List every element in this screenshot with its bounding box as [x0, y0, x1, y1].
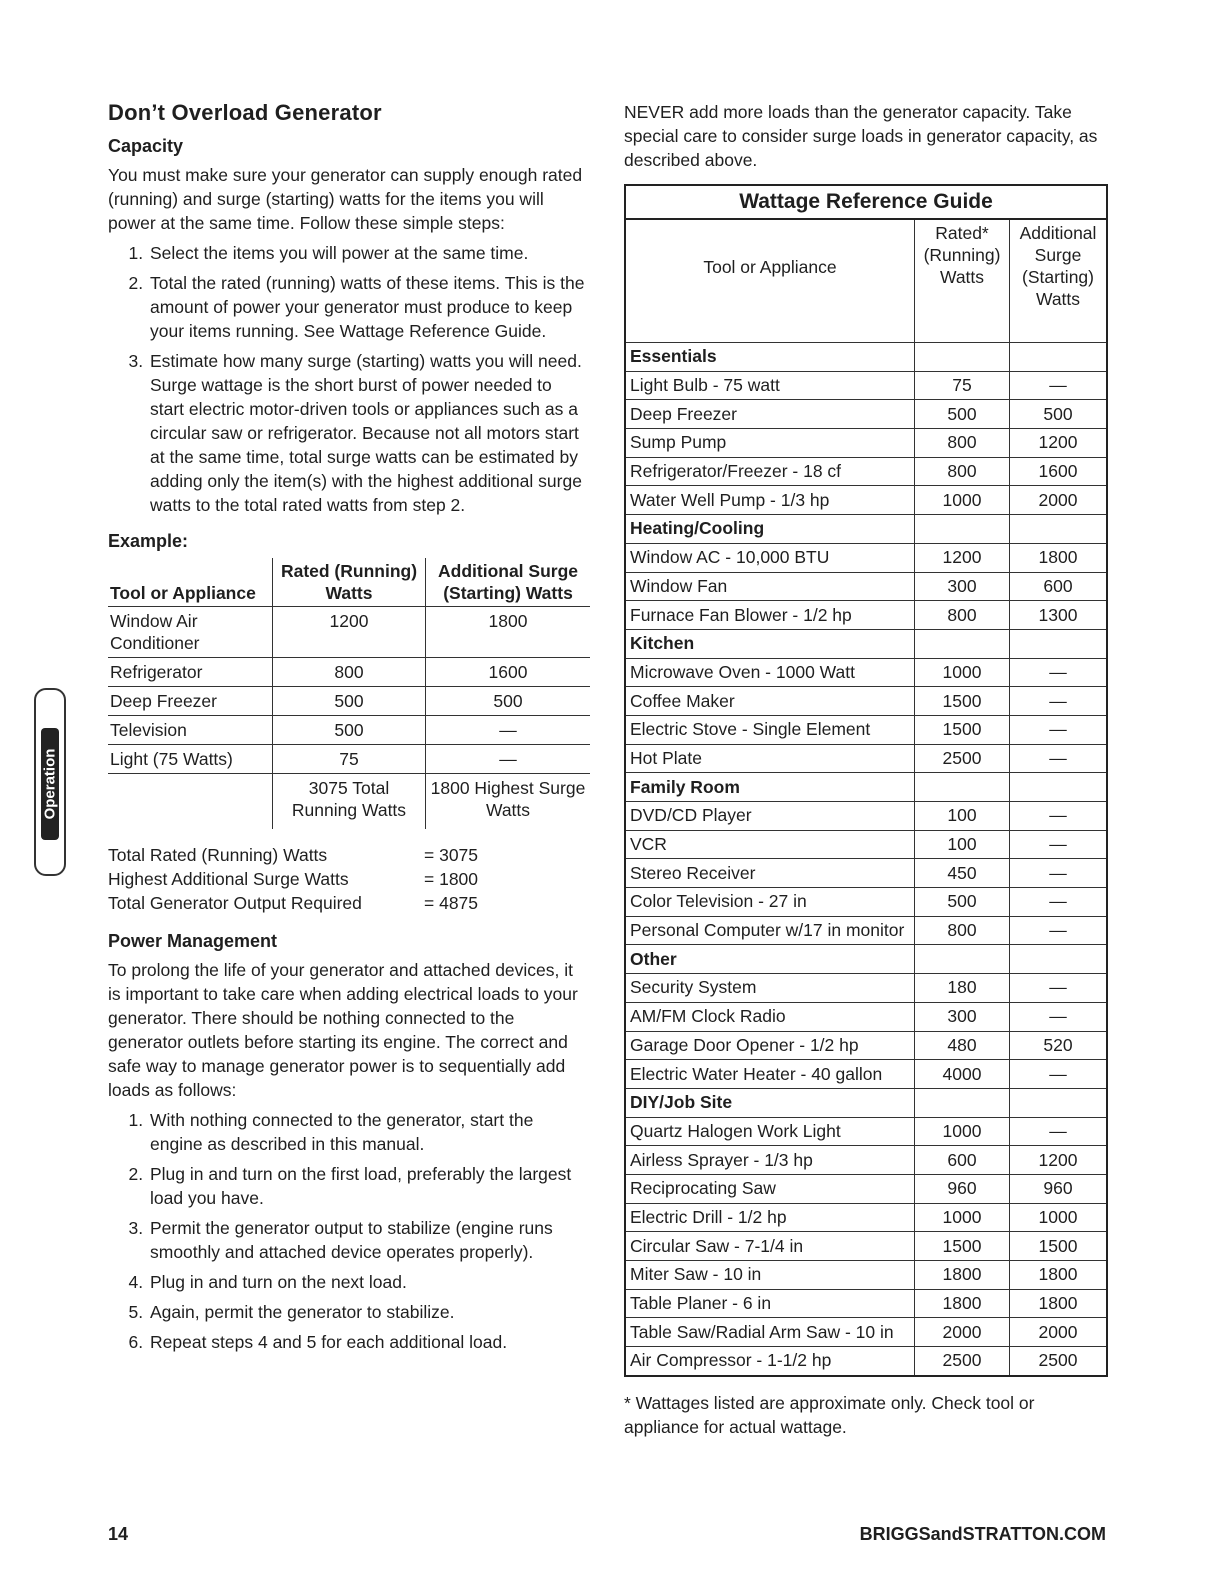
table-row — [626, 572, 1106, 601]
wattage-item-rated: 500 — [915, 400, 1010, 429]
totals-label: Highest Additional Surge Watts — [108, 869, 349, 889]
table-row — [626, 371, 1106, 400]
wattage-item-name: Air Compressor - 1-1/2 hp — [626, 1347, 915, 1375]
wattage-item-surge: 520 — [1010, 1031, 1107, 1060]
wattage-item-name: Sump Pump — [626, 429, 915, 458]
table-row — [626, 1289, 1106, 1318]
wattage-category-row — [626, 945, 1106, 974]
wattage-empty-cell — [915, 773, 1010, 802]
wattage-empty-cell — [915, 629, 1010, 658]
wattage-footnote: * Wattages listed are approximate only. Check tool or appliance for actual wattage. — [624, 1392, 1035, 1437]
wattage-item-rated: 1000 — [915, 1117, 1010, 1146]
totals-row — [108, 843, 590, 867]
left-column — [108, 100, 590, 1360]
wattage-item-surge: 1800 — [1010, 1289, 1107, 1318]
table-row — [626, 1002, 1106, 1031]
wattage-item-surge: 1800 — [1010, 1261, 1107, 1290]
wattage-item-rated: 1000 — [915, 486, 1010, 515]
wattage-item-surge: — — [1010, 1117, 1107, 1146]
power-step: 5. Again, permit the generator to stabilize. — [148, 1300, 590, 1324]
wattage-item-name: Microwave Oven - 1000 Watt — [626, 658, 915, 687]
wattage-col-surge: Additional Surge (Starting) Watts — [1010, 220, 1107, 343]
wattage-item-surge: — — [1010, 715, 1107, 744]
table-row — [626, 1031, 1106, 1060]
wattage-category-row — [626, 629, 1106, 658]
wattage-item-rated: 450 — [915, 859, 1010, 888]
power-step: 1. With nothing connected to the generator, start the engine as described in this manual. — [148, 1108, 590, 1156]
wattage-item-name: Personal Computer w/17 in monitor — [626, 916, 915, 945]
wattage-col-tool: Tool or Appliance — [626, 220, 915, 343]
wattage-item-surge: — — [1010, 687, 1107, 716]
example-tool: Refrigerator — [108, 658, 273, 687]
wattage-item-surge: — — [1010, 974, 1107, 1003]
wattage-item-surge: 1600 — [1010, 457, 1107, 486]
wattage-item-surge: 960 — [1010, 1174, 1107, 1203]
example-rated: 75 — [273, 745, 426, 774]
wattage-item-rated: 4000 — [915, 1060, 1010, 1089]
totals-value: = 1800 — [424, 869, 479, 889]
example-tool: Deep Freezer — [108, 687, 273, 716]
table-row — [626, 888, 1106, 917]
wattage-header-row — [626, 220, 1106, 343]
table-row — [626, 916, 1106, 945]
wattage-item-name: Window AC - 10,000 BTU — [626, 543, 915, 572]
table-row — [626, 1203, 1106, 1232]
wattage-item-name: Table Planer - 6 in — [626, 1289, 915, 1318]
wattage-item-name: Reciprocating Saw — [626, 1174, 915, 1203]
wattage-empty-cell — [1010, 945, 1107, 974]
table-row — [626, 802, 1106, 831]
table-row — [626, 859, 1106, 888]
table-row — [626, 830, 1106, 859]
wattage-item-name: Color Television - 27 in — [626, 888, 915, 917]
table-row — [626, 1232, 1106, 1261]
totals-summary — [108, 843, 590, 915]
operation-tab-label-box — [41, 728, 59, 840]
wattage-item-surge: — — [1010, 744, 1107, 773]
example-heading: Example: — [108, 531, 189, 551]
example-total-blank — [108, 774, 273, 830]
wattage-item-name: Circular Saw - 7-1/4 in — [626, 1232, 915, 1261]
example-rated: 500 — [273, 687, 426, 716]
table-row — [626, 457, 1106, 486]
wattage-item-rated: 100 — [915, 802, 1010, 831]
table-row — [108, 607, 590, 658]
table-row — [626, 1347, 1106, 1375]
table-row — [626, 400, 1106, 429]
wattage-item-surge: 2500 — [1010, 1347, 1107, 1375]
table-row — [626, 1174, 1106, 1203]
wattage-item-name: DVD/CD Player — [626, 802, 915, 831]
table-row — [626, 1146, 1106, 1175]
power-steps — [108, 1108, 590, 1354]
wattage-item-rated: 480 — [915, 1031, 1010, 1060]
wattage-empty-cell — [915, 1088, 1010, 1117]
totals-label: Total Rated (Running) Watts — [108, 845, 328, 865]
table-row — [626, 974, 1106, 1003]
table-row — [108, 687, 590, 716]
wattage-item-rated: 1800 — [915, 1261, 1010, 1290]
wattage-item-surge: 1300 — [1010, 601, 1107, 630]
example-header-row — [108, 558, 590, 607]
example-total-row — [108, 774, 590, 830]
example-tool: Light (75 Watts) — [108, 745, 273, 774]
wattage-item-name: AM/FM Clock Radio — [626, 1002, 915, 1031]
wattage-item-rated: 2000 — [915, 1318, 1010, 1347]
wattage-item-rated: 300 — [915, 572, 1010, 601]
totals-label: Total Generator Output Required — [108, 893, 362, 913]
wattage-item-name: Airless Sprayer - 1/3 hp — [626, 1146, 915, 1175]
wattage-col-rated: Rated* (Running) Watts — [915, 220, 1010, 343]
overload-warning: NEVER add more loads than the generator capacity. Take special care to consider surge loads in generator capacity, as described above. — [624, 102, 1098, 170]
table-row — [626, 1060, 1106, 1089]
wattage-empty-cell — [915, 343, 1010, 372]
wattage-item-surge: — — [1010, 802, 1107, 831]
example-surge: 1800 — [426, 607, 591, 658]
power-step: 6. Repeat steps 4 and 5 for each additional load. — [148, 1330, 590, 1354]
wattage-item-surge: 2000 — [1010, 1318, 1107, 1347]
wattage-item-name: Window Fan — [626, 572, 915, 601]
wattage-item-name: Coffee Maker — [626, 687, 915, 716]
totals-row — [108, 867, 590, 891]
wattage-item-rated: 800 — [915, 916, 1010, 945]
wattage-item-name: Table Saw/Radial Arm Saw - 10 in — [626, 1318, 915, 1347]
wattage-item-surge: 1800 — [1010, 543, 1107, 572]
wattage-empty-cell — [1010, 1088, 1107, 1117]
table-row — [626, 429, 1106, 458]
wattage-item-name: Light Bulb - 75 watt — [626, 371, 915, 400]
power-step: 4. Plug in and turn on the next load. — [148, 1270, 590, 1294]
wattage-item-name: Electric Stove - Single Element — [626, 715, 915, 744]
example-surge: — — [426, 716, 591, 745]
wattage-item-rated: 2500 — [915, 744, 1010, 773]
wattage-item-rated: 1000 — [915, 658, 1010, 687]
table-row — [626, 1318, 1106, 1347]
example-tool: Window Air Conditioner — [108, 607, 273, 658]
wattage-item-name: Refrigerator/Freezer - 18 cf — [626, 457, 915, 486]
wattage-category-label: Other — [626, 945, 915, 974]
capacity-steps — [108, 241, 590, 517]
wattage-item-surge: — — [1010, 859, 1107, 888]
table-row — [626, 715, 1106, 744]
example-total-rated: 3075 Total Running Watts — [273, 774, 426, 830]
table-row — [626, 1261, 1106, 1290]
power-step: 3. Permit the generator output to stabilize (engine runs smoothly and attached device operates properly). — [148, 1216, 590, 1264]
right-column — [624, 100, 1108, 1439]
wattage-item-rated: 1000 — [915, 1203, 1010, 1232]
totals-value: = 3075 — [424, 845, 479, 865]
wattage-item-name: Miter Saw - 10 in — [626, 1261, 915, 1290]
wattage-item-rated: 1500 — [915, 1232, 1010, 1261]
wattage-item-rated: 800 — [915, 429, 1010, 458]
example-col-surge: Additional Surge (Starting) Watts — [426, 558, 591, 607]
wattage-item-surge: — — [1010, 888, 1107, 917]
wattage-item-name: Furnace Fan Blower - 1/2 hp — [626, 601, 915, 630]
example-rated: 500 — [273, 716, 426, 745]
wattage-item-surge: — — [1010, 830, 1107, 859]
site-url: BRIGGSandSTRATTON.COM — [859, 1524, 1106, 1544]
wattage-item-surge: 1200 — [1010, 1146, 1107, 1175]
example-total-surge: 1800 Highest Surge Watts — [426, 774, 591, 830]
wattage-item-surge: 600 — [1010, 572, 1107, 601]
capacity-step: 1. Select the items you will power at the same time. — [148, 241, 590, 265]
wattage-item-surge: — — [1010, 371, 1107, 400]
wattage-item-rated: 1500 — [915, 715, 1010, 744]
wattage-item-name: Stereo Receiver — [626, 859, 915, 888]
wattage-empty-cell — [915, 515, 1010, 544]
example-rated: 800 — [273, 658, 426, 687]
example-table — [108, 558, 590, 829]
wattage-item-name: Deep Freezer — [626, 400, 915, 429]
page-number: 14 — [108, 1524, 129, 1544]
wattage-item-rated: 300 — [915, 1002, 1010, 1031]
table-row — [626, 543, 1106, 572]
example-surge: 1600 — [426, 658, 591, 687]
wattage-item-surge: 500 — [1010, 400, 1107, 429]
wattage-item-surge: 2000 — [1010, 486, 1107, 515]
table-row — [626, 601, 1106, 630]
wattage-item-name: Electric Drill - 1/2 hp — [626, 1203, 915, 1232]
wattage-empty-cell — [1010, 629, 1107, 658]
wattage-category-label: Kitchen — [626, 629, 915, 658]
table-row — [626, 658, 1106, 687]
wattage-item-surge: 1000 — [1010, 1203, 1107, 1232]
capacity-step: 2. Total the rated (running) watts of these items. This is the amount of power your generator must produce to keep your items running. See Wattage Reference Guide. — [148, 271, 590, 343]
wattage-item-surge: 1500 — [1010, 1232, 1107, 1261]
example-tool: Television — [108, 716, 273, 745]
capacity-step: 3. Estimate how many surge (starting) watts you will need. Surge wattage is the short burst of power needed to start electric motor-driven tools or appliances such as a circular saw or refrigerator. Because not all motors start at the same time, total surge watts can be estimated by adding only the item(s) with the highest additional surge watts to the total rated watts from step 2. — [148, 349, 590, 517]
wattage-item-surge: — — [1010, 1060, 1107, 1089]
table-row — [626, 687, 1106, 716]
wattage-item-rated: 1500 — [915, 687, 1010, 716]
totals-row — [108, 891, 590, 915]
wattage-category-row — [626, 343, 1106, 372]
wattage-empty-cell — [915, 945, 1010, 974]
wattage-item-surge: — — [1010, 1002, 1107, 1031]
wattage-guide — [624, 184, 1108, 1377]
wattage-item-rated: 500 — [915, 888, 1010, 917]
table-row — [108, 745, 590, 774]
wattage-category-row — [626, 1088, 1106, 1117]
table-row — [626, 1117, 1106, 1146]
table-row — [626, 744, 1106, 773]
wattage-guide-title: Wattage Reference Guide — [626, 186, 1106, 220]
wattage-item-name: VCR — [626, 830, 915, 859]
operation-tab-label: Operation — [41, 748, 59, 820]
wattage-item-surge: 1200 — [1010, 429, 1107, 458]
capacity-intro: You must make sure your generator can supply enough rated (running) and surge (starting) watts for the items you will power at the same time. Follow these simple steps: — [108, 165, 583, 233]
table-row — [626, 486, 1106, 515]
wattage-category-row — [626, 515, 1106, 544]
wattage-item-rated: 2500 — [915, 1347, 1010, 1375]
wattage-item-surge: — — [1010, 916, 1107, 945]
power-heading: Power Management — [108, 931, 278, 951]
example-col-rated: Rated (Running) Watts — [273, 558, 426, 607]
wattage-item-rated: 180 — [915, 974, 1010, 1003]
wattage-item-name: Water Well Pump - 1/3 hp — [626, 486, 915, 515]
wattage-category-label: Family Room — [626, 773, 915, 802]
wattage-category-label: Essentials — [626, 343, 915, 372]
power-step: 2. Plug in and turn on the first load, preferably the largest load you have. — [148, 1162, 590, 1210]
power-intro: To prolong the life of your generator and attached devices, it is important to take care when adding electrical loads to your generator. There should be nothing connected to the generator outlets before starting its engine. The correct and safe way to manage generator power is to sequentially add loads as follows: — [108, 960, 578, 1100]
example-surge: 500 — [426, 687, 591, 716]
example-rated: 1200 — [273, 607, 426, 658]
wattage-category-row — [626, 773, 1106, 802]
wattage-item-rated: 800 — [915, 457, 1010, 486]
operation-side-tab — [34, 688, 66, 876]
example-surge: — — [426, 745, 591, 774]
wattage-item-rated: 800 — [915, 601, 1010, 630]
wattage-table — [626, 220, 1106, 1375]
wattage-item-rated: 1800 — [915, 1289, 1010, 1318]
wattage-item-rated: 1200 — [915, 543, 1010, 572]
wattage-category-label: Heating/Cooling — [626, 515, 915, 544]
wattage-item-name: Security System — [626, 974, 915, 1003]
wattage-empty-cell — [1010, 773, 1107, 802]
wattage-item-name: Garage Door Opener - 1/2 hp — [626, 1031, 915, 1060]
example-col-tool: Tool or Appliance — [108, 558, 273, 607]
wattage-item-rated: 100 — [915, 830, 1010, 859]
wattage-item-rated: 600 — [915, 1146, 1010, 1175]
wattage-empty-cell — [1010, 343, 1107, 372]
wattage-item-name: Hot Plate — [626, 744, 915, 773]
wattage-item-surge: — — [1010, 658, 1107, 687]
wattage-item-rated: 75 — [915, 371, 1010, 400]
wattage-item-name: Quartz Halogen Work Light — [626, 1117, 915, 1146]
page-title: Don’t Overload Generator — [108, 100, 382, 125]
wattage-item-name: Electric Water Heater - 40 gallon — [626, 1060, 915, 1089]
capacity-heading: Capacity — [108, 136, 184, 156]
wattage-category-label: DIY/Job Site — [626, 1088, 915, 1117]
table-row — [108, 716, 590, 745]
table-row — [108, 658, 590, 687]
totals-value: = 4875 — [424, 893, 479, 913]
wattage-item-rated: 960 — [915, 1174, 1010, 1203]
wattage-empty-cell — [1010, 515, 1107, 544]
